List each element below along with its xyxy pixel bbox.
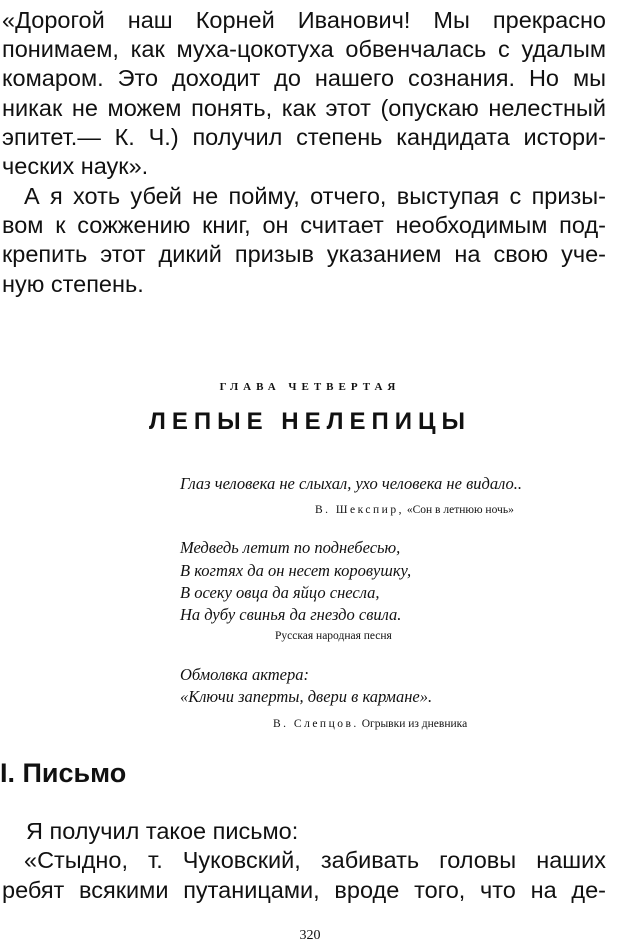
chapter-label: ГЛАВА ЧЕТВЕРТАЯ <box>219 381 401 393</box>
body-line: крепить этот дикий призыв указанием на свою уче- <box>2 241 606 267</box>
body-line: комаром. Это доходит до нашего сознания. Но мы <box>2 65 606 91</box>
epigraph-line: Обмолвка актера: <box>180 665 309 684</box>
body-line: ческих наук». <box>2 153 149 179</box>
body-line: «Стыдно, т. Чуковский, забивать головы наших <box>24 847 606 873</box>
epigraph-author: В. Слепцов. <box>273 718 359 730</box>
epigraph-attribution <box>315 502 514 518</box>
epigraph-source: «Сон в летнюю ночь» <box>406 504 514 516</box>
epigraph-source: Огрывки из дневника <box>361 718 468 730</box>
body-line: понимаем, как муха-цокотуха обвенчалась с удалым <box>2 36 606 62</box>
epigraph-line: В осеку овца да яйцо снесла, <box>180 583 380 602</box>
epigraph-line: «Ключи заперты, двери в кармане». <box>180 687 433 706</box>
body-line: ребят всякими путаницами, вроде того, что на де- <box>2 877 606 903</box>
page-number: 320 <box>299 928 321 943</box>
chapter-title: ЛЕПЫЕ НЕЛЕПИЦЫ <box>149 408 471 435</box>
body-line: никак не можем понять, как этот (опускаю нелестный <box>2 95 606 121</box>
section-heading: I. Письмо <box>0 758 127 788</box>
epigraph-attribution <box>273 716 467 732</box>
body-line: А я хоть убей не пойму, отчего, выступая с призы- <box>24 183 606 209</box>
epigraph-line: На дубу свинья да гнездо свила. <box>180 605 402 624</box>
body-line: ную степень. <box>2 271 144 297</box>
epigraph-source: Русская народная песня <box>275 630 392 642</box>
epigraph-line: Глаз человека не слыхал, ухо человека не видало.. <box>180 474 522 493</box>
epigraph-line: Медведь летит по поднебесью, <box>180 538 401 557</box>
epigraph-author: В. Шекспир, <box>315 504 404 516</box>
epigraph-line: В когтях да он несет коровушку, <box>180 561 412 580</box>
body-line: «Дорогой наш Корней Иванович! Мы прекрасно <box>2 7 606 33</box>
body-line: вом к сожжению книг, он считает необходимым под- <box>2 212 606 238</box>
body-line: Я получил такое письмо: <box>26 818 299 844</box>
body-line: эпитет.— К. Ч.) получил степень кандидата истори- <box>2 124 606 150</box>
